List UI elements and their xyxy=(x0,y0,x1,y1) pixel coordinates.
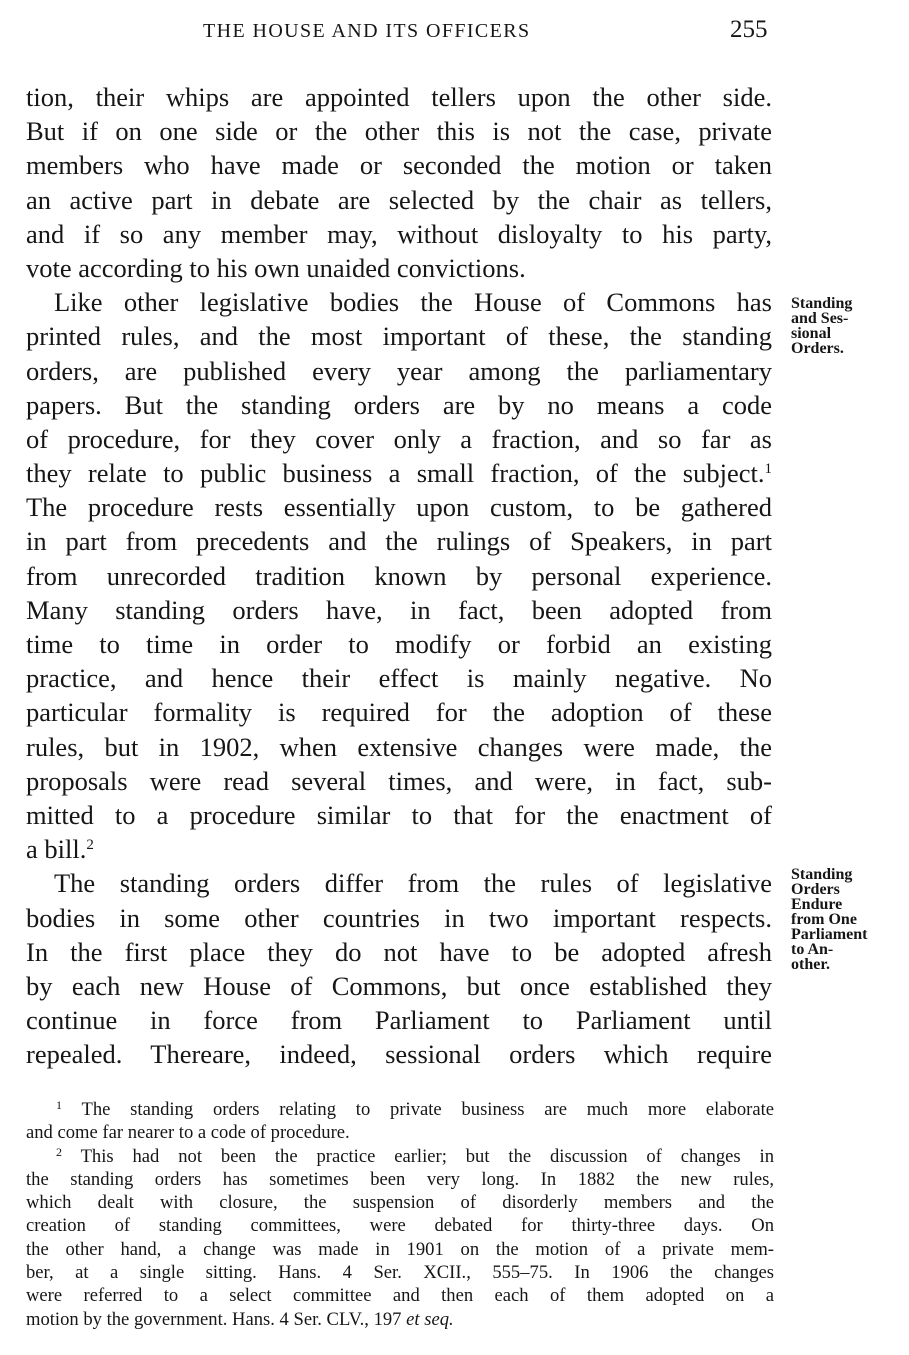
footnote-2-et-seq: et seq. xyxy=(406,1308,454,1330)
body-line: printed rules, and the most important of these, the standing xyxy=(26,321,772,352)
body-line: practice, and hence their effect is mainly negative. No xyxy=(26,663,772,694)
body-line: and if so any member may, without disloyalty to his party, xyxy=(26,218,772,249)
footnote-2-number: 2 xyxy=(56,1144,62,1159)
body-line: repealed. Thereare, indeed, sessional orders which require xyxy=(26,1039,772,1070)
body-line: in part from precedents and the rulings of Speakers, in part xyxy=(26,526,772,557)
footnote-1-line xyxy=(26,1098,774,1121)
footnote-2-text: motion by the government. Hans. 4 Ser. CLV., 197 xyxy=(26,1308,402,1330)
footnote-2-last-line xyxy=(26,1308,774,1331)
body-line: proposals were read several times, and were, in fact, sub- xyxy=(26,765,772,796)
running-title: THE HOUSE AND ITS OFFICERS xyxy=(203,20,531,42)
footnote-2-line xyxy=(26,1145,774,1168)
body-line: orders, are published every year among the parliamentary xyxy=(26,355,772,386)
body-line-text: they relate to public business a small fraction, of the subject. xyxy=(26,458,765,489)
margin-note-standing-sessional-orders xyxy=(791,296,852,356)
body-line: mitted to a procedure similar to that for the enactment of xyxy=(26,799,772,830)
body-line: bodies in some other countries in two important respects. xyxy=(26,902,772,933)
footnote-2-line: the other hand, a change was made in 1901 on the motion of a private mem- xyxy=(26,1238,774,1260)
footnote-2-line: which dealt with closure, the suspension of disorderly members and the xyxy=(26,1192,774,1214)
margin-note-line: Parliament xyxy=(791,926,868,943)
margin-note-line: and Ses- xyxy=(791,310,849,327)
body-text xyxy=(26,80,772,1071)
body-line: time to time in order to modify or forbid an existing xyxy=(26,629,772,659)
margin-note-line: Standing xyxy=(791,866,853,883)
footnote-2-line: ber, at a single sitting. Hans. 4 Ser. XCII., 555–75. In 1906 the changes xyxy=(26,1262,774,1284)
margin-note-line: Orders xyxy=(791,881,840,898)
body-line: In the first place they do not have to be adopted afresh xyxy=(26,936,772,967)
page-number: 255 xyxy=(730,16,768,43)
body-line-with-footnote xyxy=(26,832,772,866)
footnote-marker-1: 1 xyxy=(764,461,772,478)
margin-note-line: Standing xyxy=(791,295,853,312)
margin-note-line: Endure xyxy=(791,896,843,913)
margin-note-line: to An- xyxy=(791,941,834,958)
footnote-2-line: creation of standing committees, were debated for thirty-three days. On xyxy=(26,1215,774,1237)
margin-note-line: sional xyxy=(791,325,832,342)
body-line: of procedure, for they cover only a fraction, and so far as xyxy=(26,423,772,454)
body-line-text: a bill. xyxy=(26,834,87,865)
footnote-1-line: and come far nearer to a code of procedure. xyxy=(26,1122,350,1144)
body-line: Many standing orders have, in fact, been adopted from xyxy=(26,594,772,625)
footnote-1-text: The standing orders relating to private business are much more elaborate xyxy=(81,1099,775,1120)
margin-note-line: other. xyxy=(791,956,830,973)
body-line: continue in force from Parliament to Parliament until xyxy=(26,1005,772,1036)
margin-note-orders-endure xyxy=(791,867,867,972)
body-line: vote according to his own unaided convictions. xyxy=(26,252,526,283)
margin-note-line: from One xyxy=(791,911,857,928)
footnotes xyxy=(26,1098,774,1331)
body-line: an active part in debate are selected by the chair as tellers, xyxy=(26,184,772,215)
page-header xyxy=(0,16,909,48)
footnote-2-line: the standing orders has sometimes been very long. In 1882 the new rules, xyxy=(26,1168,774,1190)
margin-note-line: Orders. xyxy=(791,340,844,357)
body-line: But if on one side or the other this is not the case, private xyxy=(26,116,772,147)
footnote-2-line: were referred to a select committee and then each of them adopted on a xyxy=(26,1285,774,1307)
body-line: The standing orders differ from the rules of legislative xyxy=(54,868,772,899)
body-line: Like other legislative bodies the House of Commons has xyxy=(54,287,772,318)
body-line: from unrecorded tradition known by personal experience. xyxy=(26,560,772,591)
body-line: papers. But the standing orders are by no means a code xyxy=(26,389,772,420)
footnote-marker-2: 2 xyxy=(86,837,94,854)
body-line: rules, but in 1902, when extensive changes were made, the xyxy=(26,731,772,762)
footnote-2-text: This had not been the practice earlier; but the discussion of changes in xyxy=(80,1145,774,1167)
body-line: by each new House of Commons, but once established they xyxy=(26,970,772,1001)
body-line: members who have made or seconded the motion or taken xyxy=(26,150,772,181)
body-line: particular formality is required for the adoption of these xyxy=(26,697,772,728)
footnote-1-number: 1 xyxy=(56,1098,62,1112)
body-line: tion, their whips are appointed tellers upon the other side. xyxy=(26,82,772,112)
body-line: The procedure rests essentially upon custom, to be gathered xyxy=(26,492,772,523)
body-line-with-footnote xyxy=(26,456,772,490)
